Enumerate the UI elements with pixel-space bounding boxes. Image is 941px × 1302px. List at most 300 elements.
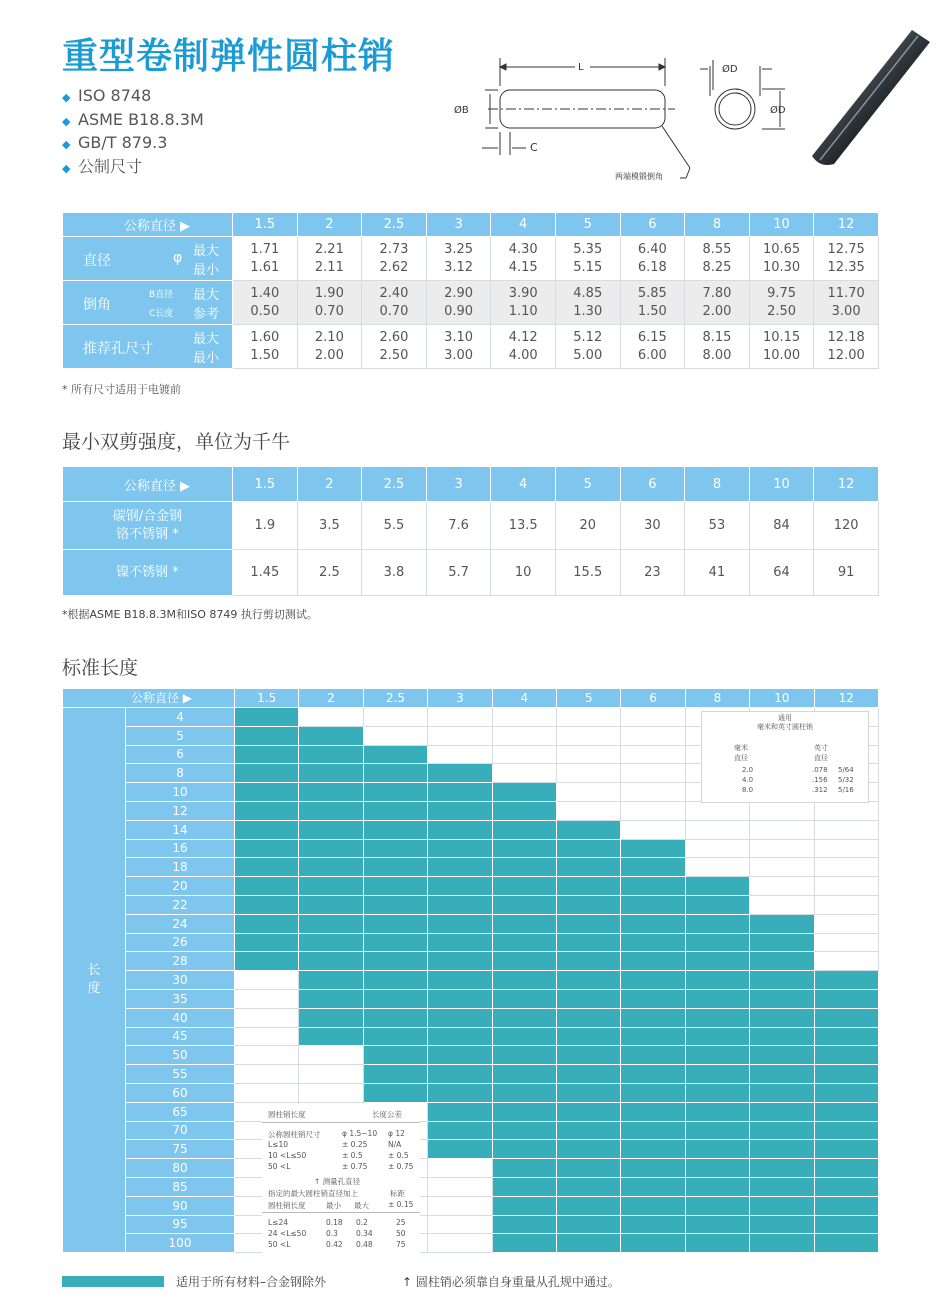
length-label: 4 [126, 708, 235, 727]
table-header-row [63, 467, 879, 502]
available-length-cell [363, 745, 427, 764]
diamond-bullet-icon: ◆ [62, 114, 71, 128]
table-cell: 2.21 2.11 [297, 237, 362, 281]
available-length-cell [685, 877, 749, 896]
available-length-cell [685, 1083, 749, 1102]
empty-cell [492, 708, 556, 727]
available-length-cell [621, 1215, 685, 1234]
available-length-cell [492, 1196, 556, 1215]
available-length-cell [492, 933, 556, 952]
available-length-cell [621, 989, 685, 1008]
empty-cell [621, 726, 685, 745]
size-col: 6 [620, 213, 685, 237]
table-row [63, 877, 879, 896]
empty-cell [814, 839, 878, 858]
inch-equivalent-box: 通用 毫米和英寸圆柱销 毫米 直径 英寸 直径 2.0 4.0 8.0 .078 .156 .312 5/64 5/32 5/16 [701, 711, 869, 803]
available-length-cell [685, 971, 749, 990]
size-col: 2 [299, 689, 363, 708]
length-label: 60 [126, 1083, 235, 1102]
table-cell: 3.25 3.12 [426, 237, 491, 281]
nominal-diameter-header: 公称直径 ▶ [63, 213, 233, 237]
available-length-cell [428, 1065, 492, 1084]
size-col: 12 [814, 467, 879, 502]
available-length-cell [750, 1159, 814, 1178]
available-length-cell [621, 914, 685, 933]
label-phiD-right: ØD [770, 105, 786, 116]
available-length-cell [814, 1196, 878, 1215]
available-length-cell [492, 989, 556, 1008]
available-length-cell [621, 952, 685, 971]
available-length-cell [235, 839, 299, 858]
empty-cell [814, 858, 878, 877]
length-label: 70 [126, 1121, 235, 1140]
table-row [63, 281, 879, 325]
size-col: 3 [426, 213, 491, 237]
table-cell: 3.5 [297, 502, 362, 550]
available-length-cell [814, 1215, 878, 1234]
available-length-cell [556, 1102, 620, 1121]
table-cell: 10.15 10.00 [749, 325, 814, 369]
table-cell: 41 [685, 550, 750, 596]
available-length-cell [492, 783, 556, 802]
available-length-cell [299, 820, 363, 839]
available-length-cell [621, 1008, 685, 1027]
empty-cell [235, 1046, 299, 1065]
table-row [63, 1159, 879, 1178]
available-length-cell [685, 1234, 749, 1253]
available-length-cell [750, 1121, 814, 1140]
shear-strength-table [62, 466, 879, 596]
available-length-cell [750, 1234, 814, 1253]
table-cell: 7.6 [426, 502, 491, 550]
available-length-cell [492, 895, 556, 914]
available-length-cell [235, 801, 299, 820]
available-length-cell [621, 1102, 685, 1121]
empty-cell [235, 1027, 299, 1046]
shear-test-note: *根据ASME B18.8.3M和ISO 8749 执行剪切测试。 [62, 608, 318, 621]
table-cell: 3.90 1.10 [491, 281, 556, 325]
empty-cell [621, 820, 685, 839]
available-length-cell [685, 914, 749, 933]
empty-cell [750, 877, 814, 896]
available-length-cell [685, 1177, 749, 1196]
table-cell: 5.7 [426, 550, 491, 596]
available-length-cell [299, 895, 363, 914]
available-length-cell [299, 858, 363, 877]
table-cell: 4.30 4.15 [491, 237, 556, 281]
available-length-cell [750, 952, 814, 971]
table-cell: 12.75 12.35 [814, 237, 879, 281]
empty-cell [621, 764, 685, 783]
available-length-cell [556, 989, 620, 1008]
available-length-cell [750, 1027, 814, 1046]
available-length-cell [428, 1083, 492, 1102]
size-col: 5 [556, 689, 620, 708]
available-length-cell [621, 1159, 685, 1178]
empty-cell [556, 764, 620, 783]
length-label: 90 [126, 1196, 235, 1215]
empty-cell [750, 858, 814, 877]
available-length-cell [814, 1140, 878, 1159]
table-row [63, 820, 879, 839]
table-cell: 2.90 0.90 [426, 281, 491, 325]
dimensions-table [62, 212, 879, 369]
table-row [63, 801, 879, 820]
available-length-cell [363, 820, 427, 839]
length-label: 30 [126, 971, 235, 990]
available-length-cell [556, 971, 620, 990]
table-row [63, 933, 879, 952]
table-cell: 64 [749, 550, 814, 596]
available-length-cell [492, 1159, 556, 1178]
table-row [63, 550, 879, 596]
size-col: 2 [297, 467, 362, 502]
size-col: 10 [750, 689, 814, 708]
available-length-cell [750, 989, 814, 1008]
size-col: 10 [749, 213, 814, 237]
empty-cell [363, 708, 427, 727]
length-label: 28 [126, 952, 235, 971]
available-length-cell [556, 1083, 620, 1102]
size-col: 6 [620, 467, 685, 502]
size-col: 4 [492, 689, 556, 708]
available-length-cell [363, 764, 427, 783]
size-col: 1.5 [233, 467, 298, 502]
available-length-cell [428, 820, 492, 839]
available-length-cell [428, 952, 492, 971]
nominal-diameter-header: 公称直径 ▶ [63, 467, 233, 502]
available-length-cell [299, 952, 363, 971]
empty-cell [556, 801, 620, 820]
available-length-cell [814, 1102, 878, 1121]
available-length-cell [750, 1046, 814, 1065]
available-length-cell [363, 952, 427, 971]
available-length-cell [428, 839, 492, 858]
size-col: 2.5 [362, 213, 427, 237]
available-length-cell [750, 1102, 814, 1121]
nominal-diameter-header: 公称直径 ▶ [63, 689, 235, 708]
size-col: 2.5 [363, 689, 427, 708]
table-cell: 2.60 2.50 [362, 325, 427, 369]
available-length-cell [299, 745, 363, 764]
available-length-cell [363, 1027, 427, 1046]
available-length-cell [685, 1140, 749, 1159]
empty-cell [621, 801, 685, 820]
available-length-cell [621, 1234, 685, 1253]
empty-cell [621, 783, 685, 802]
length-label: 8 [126, 764, 235, 783]
label-C: C [530, 141, 538, 154]
label-phiB: ØB [454, 105, 469, 116]
length-label: 75 [126, 1140, 235, 1159]
label-L: L [578, 62, 584, 73]
available-length-cell [363, 1083, 427, 1102]
table-cell: 1.40 0.50 [233, 281, 298, 325]
table-header-row [63, 213, 879, 237]
available-length-cell [363, 914, 427, 933]
available-length-cell [621, 1121, 685, 1140]
table-cell: 120 [814, 502, 879, 550]
available-length-cell [556, 1065, 620, 1084]
available-length-cell [299, 726, 363, 745]
available-length-cell [492, 820, 556, 839]
available-length-cell [621, 1083, 685, 1102]
empty-cell [428, 1159, 492, 1178]
size-col: 4 [491, 213, 556, 237]
table-cell: 5.85 1.50 [620, 281, 685, 325]
available-length-cell [363, 1065, 427, 1084]
empty-cell [235, 1083, 299, 1102]
available-length-cell [685, 1196, 749, 1215]
available-length-cell [428, 1008, 492, 1027]
table-cell: 6.40 6.18 [620, 237, 685, 281]
table-cell: 53 [685, 502, 750, 550]
available-length-cell [556, 858, 620, 877]
available-length-cell [556, 1008, 620, 1027]
available-length-cell [299, 971, 363, 990]
empty-cell [556, 745, 620, 764]
length-label: 10 [126, 783, 235, 802]
size-col: 8 [685, 689, 749, 708]
table-cell: 23 [620, 550, 685, 596]
available-length-cell [492, 839, 556, 858]
table-cell: 1.60 1.50 [233, 325, 298, 369]
available-length-cell [492, 801, 556, 820]
standard-length-heading: 标准长度 [62, 657, 139, 679]
empty-cell [428, 708, 492, 727]
available-length-cell [621, 1140, 685, 1159]
available-length-cell [685, 933, 749, 952]
available-length-cell [363, 1046, 427, 1065]
table-cell: 1.71 1.61 [233, 237, 298, 281]
empty-cell [556, 726, 620, 745]
available-length-cell [428, 1102, 492, 1121]
size-col: 3 [426, 467, 491, 502]
diamond-bullet-icon: ◆ [62, 138, 71, 151]
available-length-cell [428, 989, 492, 1008]
table-cell: 2.5 [297, 550, 362, 596]
empty-cell [814, 877, 878, 896]
available-length-cell [750, 1177, 814, 1196]
size-col: 10 [749, 467, 814, 502]
available-length-cell [428, 801, 492, 820]
table-cell: 2.10 2.00 [297, 325, 362, 369]
table-cell: 3.8 [362, 550, 427, 596]
pin-end-view [700, 56, 800, 156]
length-label: 65 [126, 1102, 235, 1121]
page-title: 重型卷制弹性圆柱销 [62, 36, 396, 77]
available-length-cell [428, 1046, 492, 1065]
available-length-cell [685, 1027, 749, 1046]
available-length-cell [556, 1121, 620, 1140]
available-length-cell [363, 1008, 427, 1027]
available-length-cell [492, 1008, 556, 1027]
length-label: 80 [126, 1159, 235, 1178]
available-length-cell [235, 820, 299, 839]
available-length-cell [492, 971, 556, 990]
available-length-cell [363, 783, 427, 802]
length-label: 26 [126, 933, 235, 952]
length-label: 24 [126, 914, 235, 933]
table-row [63, 1027, 879, 1046]
size-col: 8 [685, 467, 750, 502]
table-cell: 1.45 [233, 550, 298, 596]
empty-cell [492, 745, 556, 764]
empty-cell [492, 726, 556, 745]
table-cell: 6.15 6.00 [620, 325, 685, 369]
available-length-cell [235, 726, 299, 745]
empty-cell [814, 952, 878, 971]
legend-text: 适用于所有材料–合金钢除外 [176, 1275, 327, 1289]
available-length-cell [492, 1234, 556, 1253]
available-length-cell [621, 1196, 685, 1215]
length-label: 45 [126, 1027, 235, 1046]
available-length-cell [428, 933, 492, 952]
available-length-cell [685, 1215, 749, 1234]
table-row [63, 1102, 879, 1121]
empty-cell [750, 839, 814, 858]
available-length-cell [428, 783, 492, 802]
available-length-cell [363, 989, 427, 1008]
empty-cell [750, 820, 814, 839]
available-length-cell [814, 1027, 878, 1046]
available-length-cell [750, 1215, 814, 1234]
length-label: 55 [126, 1065, 235, 1084]
table-row [63, 325, 879, 369]
available-length-cell [299, 801, 363, 820]
label-phiD-top: ØD [722, 64, 738, 75]
size-col: 12 [814, 213, 879, 237]
available-length-cell [492, 1140, 556, 1159]
available-length-cell [492, 914, 556, 933]
table-cell: 10.65 10.30 [749, 237, 814, 281]
length-label: 85 [126, 1177, 235, 1196]
available-length-cell [621, 1177, 685, 1196]
table-row [63, 1234, 879, 1253]
chamfer-note: 两端模锻倒角 [615, 172, 663, 181]
table-row [63, 952, 879, 971]
available-length-cell [363, 858, 427, 877]
table-row [63, 502, 879, 550]
available-length-cell [685, 1159, 749, 1178]
length-axis-label: 长 度 [63, 708, 126, 1253]
available-length-cell [814, 1159, 878, 1178]
available-length-cell [556, 952, 620, 971]
table-cell: 4.85 1.30 [555, 281, 620, 325]
available-length-cell [235, 933, 299, 952]
table-row [63, 1065, 879, 1084]
available-length-cell [814, 1008, 878, 1027]
legend-swatch [62, 1276, 164, 1287]
table-row [63, 1140, 879, 1159]
available-length-cell [428, 877, 492, 896]
available-length-cell [814, 1083, 878, 1102]
table-row [63, 858, 879, 877]
table-cell: 8.55 8.25 [685, 237, 750, 281]
available-length-cell [492, 877, 556, 896]
available-length-cell [492, 952, 556, 971]
available-length-cell [750, 933, 814, 952]
empty-cell [621, 745, 685, 764]
available-length-cell [814, 989, 878, 1008]
available-length-cell [685, 952, 749, 971]
available-length-cell [621, 839, 685, 858]
available-length-cell [621, 877, 685, 896]
available-length-cell [621, 1027, 685, 1046]
available-length-cell [814, 1046, 878, 1065]
available-length-cell [750, 971, 814, 990]
table-row [63, 1008, 879, 1027]
empty-cell [235, 1008, 299, 1027]
available-length-cell [299, 877, 363, 896]
available-length-cell [621, 933, 685, 952]
length-label: 16 [126, 839, 235, 858]
available-length-cell [235, 764, 299, 783]
standards-list [62, 84, 204, 178]
available-length-cell [492, 1027, 556, 1046]
table-row [63, 971, 879, 990]
table-cell: 12.18 12.00 [814, 325, 879, 369]
diamond-bullet-icon: ◆ [62, 161, 71, 175]
empty-cell [428, 1196, 492, 1215]
length-label: 20 [126, 877, 235, 896]
size-col: 4 [491, 467, 556, 502]
available-length-cell [299, 914, 363, 933]
table-cell: 8.15 8.00 [685, 325, 750, 369]
empty-cell [750, 801, 814, 820]
table-cell: 9.75 2.50 [749, 281, 814, 325]
empty-cell [428, 1177, 492, 1196]
empty-cell [621, 708, 685, 727]
available-length-cell [556, 877, 620, 896]
size-col: 1.5 [235, 689, 299, 708]
size-col: 2 [297, 213, 362, 237]
available-length-cell [492, 1065, 556, 1084]
table-header-row [63, 689, 879, 708]
pin-product-image [800, 26, 935, 171]
available-length-cell [556, 1196, 620, 1215]
available-length-cell [814, 1065, 878, 1084]
available-length-cell [363, 877, 427, 896]
diamond-bullet-icon: ◆ [62, 91, 71, 104]
table-row [63, 1121, 879, 1140]
empty-cell [814, 914, 878, 933]
available-length-cell [621, 1065, 685, 1084]
empty-cell [814, 895, 878, 914]
available-length-cell [363, 839, 427, 858]
table-cell: 91 [814, 550, 879, 596]
empty-cell [235, 989, 299, 1008]
available-length-cell [299, 1008, 363, 1027]
empty-cell [814, 801, 878, 820]
standard-item: ◆ ISO 8748 [62, 84, 204, 108]
available-length-cell [750, 1196, 814, 1215]
table-cell: 1.9 [233, 502, 298, 550]
available-length-cell [814, 1121, 878, 1140]
available-length-cell [750, 1008, 814, 1027]
available-length-cell [492, 1102, 556, 1121]
empty-cell [235, 1065, 299, 1084]
available-length-cell [556, 839, 620, 858]
available-length-cell [363, 971, 427, 990]
available-length-cell [621, 858, 685, 877]
available-length-cell [556, 1234, 620, 1253]
available-length-cell [556, 1159, 620, 1178]
table-cell: 11.70 3.00 [814, 281, 879, 325]
table-cell: 20 [555, 502, 620, 550]
empty-cell [428, 1234, 492, 1253]
available-length-cell [235, 877, 299, 896]
